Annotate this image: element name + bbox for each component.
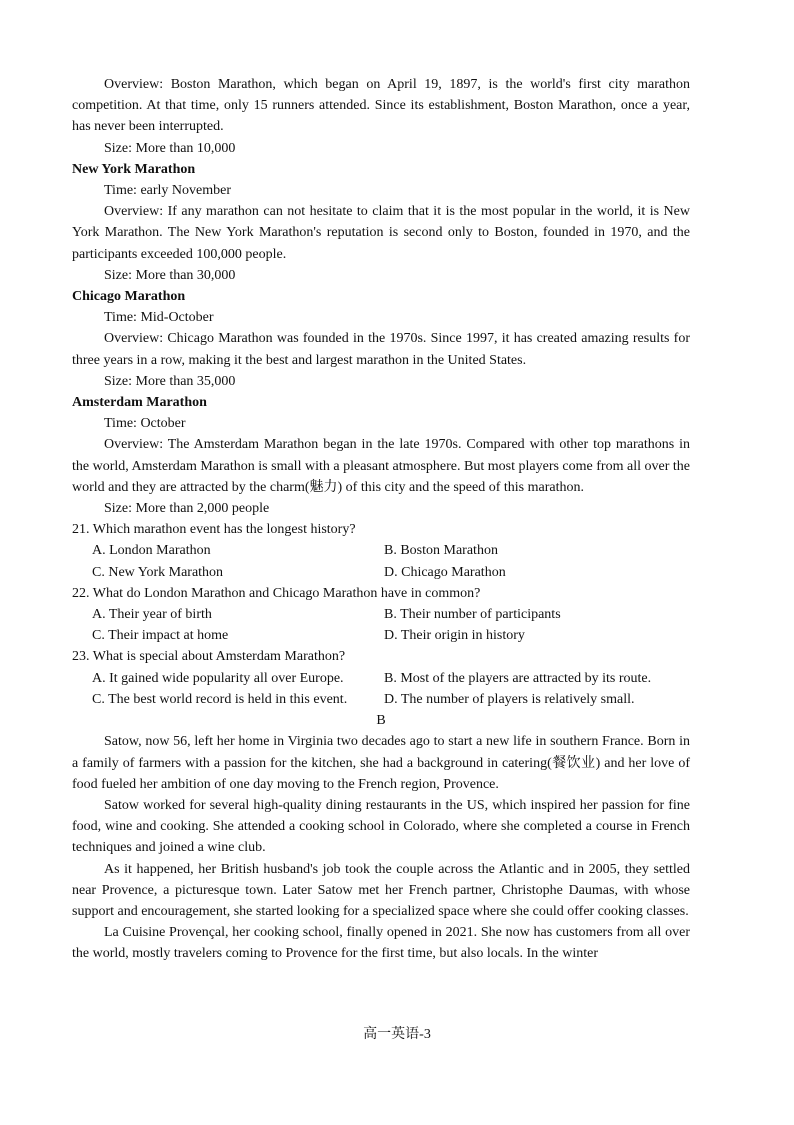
chicago-time: Time: Mid-October <box>104 310 214 326</box>
boston-section <box>72 74 690 159</box>
new-york-size: Size: More than 30,000 <box>104 267 236 283</box>
question-options <box>72 540 690 582</box>
boston-size: Size: More than 10,000 <box>104 140 236 156</box>
new-york-time: Time: early November <box>104 183 232 199</box>
boston-overview: Overview: Boston Marathon, which began on April 19, 1897, is the world's first city marathon competition. At that time, only 15 runners attended. Since its establishment, Boston Marathon, once a year, has never been interrupted. <box>72 77 690 135</box>
option-d: D. Chicago Marathon <box>384 564 506 580</box>
passage-b <box>72 731 690 964</box>
option-d: D. The number of players is relatively small. <box>384 691 635 707</box>
question-stem: 23. What is special about Amsterdam Marathon? <box>72 649 346 665</box>
option-a: A. Their year of birth <box>92 607 212 623</box>
passage-b-paragraph-1: Satow, now 56, left her home in Virginia two decades ago to start a new life in southern France. Born in a family of farmers with a passion for the kitchen, she had a background in catering(餐饮业) and her love of food fueled her ambition of one day moving to the French region, Provence. <box>72 734 690 792</box>
question-options <box>72 668 690 710</box>
option-a: A. It gained wide popularity all over Europe. <box>92 670 344 686</box>
option-b: B. Their number of participants <box>384 607 561 623</box>
option-c: C. New York Marathon <box>92 564 224 580</box>
chicago-size: Size: More than 35,000 <box>104 373 236 389</box>
question-22 <box>72 583 690 647</box>
option-d: D. Their origin in history <box>384 628 525 644</box>
question-21 <box>72 519 690 583</box>
new-york-overview: Overview: If any marathon can not hesitate to claim that it is the most popular in the world, it is New York Marathon. The New York Marathon's reputation is second only to Boston, founded in 1970, and the participants exceeded 100,000 people. <box>72 204 690 262</box>
question-options <box>72 604 690 646</box>
option-b: B. Most of the players are attracted by its route. <box>384 670 652 686</box>
chicago-overview: Overview: Chicago Marathon was founded in the 1970s. Since 1997, it has created amazing results for three years in a row, making it the best and largest marathon in the United States. <box>72 331 690 368</box>
page-footer: 高一英语-3 <box>363 1027 431 1042</box>
chicago-title: Chicago Marathon <box>72 289 186 305</box>
option-c: C. The best world record is held in this event. <box>92 691 348 707</box>
passage-b-label: B <box>376 713 386 729</box>
new-york-title: New York Marathon <box>72 161 196 177</box>
passage-b-paragraph-4: La Cuisine Provençal, her cooking school, finally opened in 2021. She now has customers from all over the world, mostly travelers coming to Provence for the first time, but also locals. In the winter <box>72 925 690 962</box>
passage-b-paragraph-3: As it happened, her British husband's job took the couple across the Atlantic and in 2005, they settled near Provence, a picturesque town. Later Satow met her French partner, Christophe Daumas, with whose support and encouragement, she started looking for a specialized space where she could offer cooking classes. <box>72 861 690 919</box>
option-a: A. London Marathon <box>92 543 211 559</box>
question-stem: 22. What do London Marathon and Chicago Marathon have in common? <box>72 585 481 601</box>
amsterdam-section <box>72 392 690 519</box>
option-b: B. Boston Marathon <box>384 543 498 559</box>
amsterdam-size: Size: More than 2,000 people <box>104 501 270 517</box>
chicago-section <box>72 286 690 392</box>
new-york-section <box>72 159 690 286</box>
question-23 <box>72 646 690 710</box>
passage-b-paragraph-2: Satow worked for several high-quality dining restaurants in the US, which inspired her passion for fine food, wine and cooking. She attended a cooking school in Colorado, where she completed a course in French techniques and joined a wine club. <box>72 797 690 856</box>
amsterdam-title: Amsterdam Marathon <box>72 395 207 411</box>
question-stem: 21. Which marathon event has the longest history? <box>72 522 356 538</box>
option-c: C. Their impact at home <box>92 628 229 644</box>
amsterdam-overview: Overview: The Amsterdam Marathon began in the late 1970s. Compared with other top marathons in the world, Amsterdam Marathon is small with a pleasant atmosphere. But most players come from all over the world and they are attracted by the charm(魅力) of this city and the speed of this marathon. <box>72 437 690 495</box>
amsterdam-time: Time: October <box>104 416 186 432</box>
